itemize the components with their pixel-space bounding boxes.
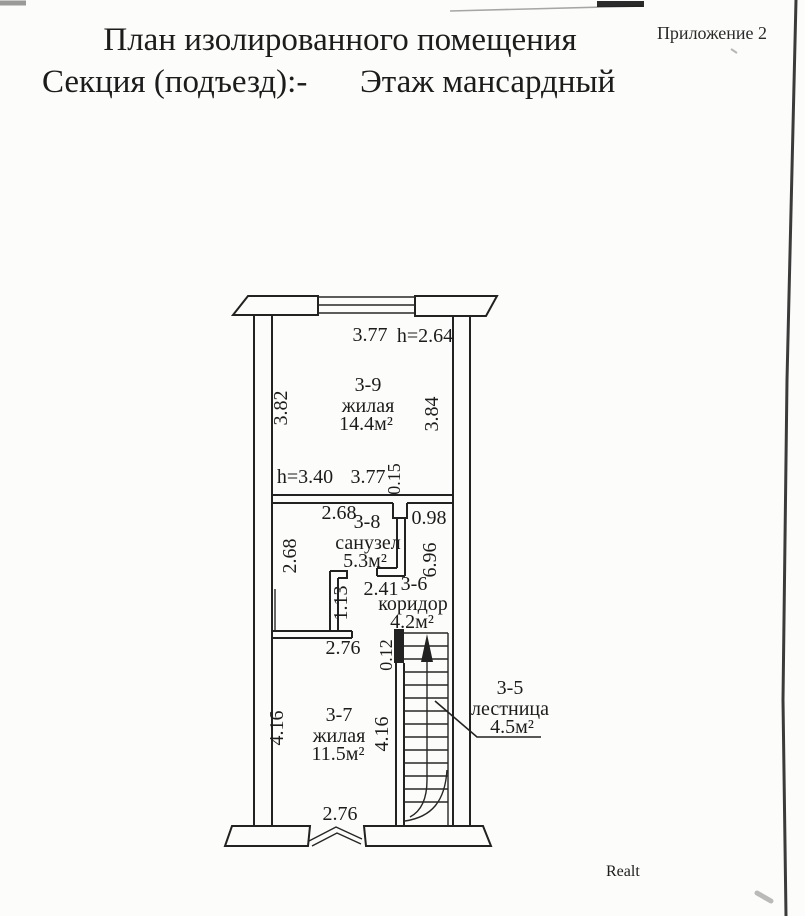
- dim-r39-right: 3.84: [421, 396, 443, 432]
- room-3-5-labels: [471, 677, 549, 738]
- room-3-5-name: лестница: [471, 698, 549, 720]
- room-3-7-id: 3-7: [325, 704, 353, 726]
- dormer-window: [309, 827, 362, 846]
- room-3-7-area: 11.5м²: [311, 743, 365, 765]
- bottom-right-speck: [757, 893, 771, 901]
- dim-r39-bottom-height: h=3.40: [276, 466, 334, 488]
- top-left-wall-cap: [233, 296, 318, 315]
- room-3-5-id: 3-5: [496, 677, 524, 699]
- section-label: Секция (подъезд):-: [42, 64, 308, 100]
- realt-watermark: Realt: [606, 863, 640, 880]
- dim-r37-left: 4.16: [266, 710, 288, 746]
- right-exterior-wall: [453, 316, 470, 826]
- room-3-8-id: 3-8: [353, 511, 381, 533]
- room-3-7-name: жилая: [312, 725, 366, 747]
- room-3-8-name: санузел: [335, 532, 401, 554]
- top-right-wall-cap: [415, 296, 497, 316]
- dim-r37-right: 4.16: [371, 716, 393, 752]
- dim-r38-left: 2.68: [279, 538, 301, 574]
- dim-r39-bottom-width: 3.77: [350, 466, 386, 488]
- stair-left-wall: [396, 663, 404, 826]
- dim-r39-ceiling-height: h=2.64: [396, 325, 454, 347]
- bottom-left-wall-cap: [225, 826, 310, 846]
- dim-r39-top-width: 3.77: [352, 324, 388, 346]
- annex-label: Приложение 2: [656, 23, 768, 43]
- room-3-9-area: 14.4м²: [339, 413, 393, 435]
- dim-r39-left: 3.82: [270, 390, 292, 426]
- dim-dormer-width: 2.76: [322, 803, 358, 825]
- dim-r38-top-width: 2.68: [321, 502, 357, 524]
- page-title: План изолированного помещения: [103, 22, 577, 58]
- room-3-6-id: 3-6: [400, 573, 428, 595]
- annex-underline-tick: [731, 49, 737, 53]
- dim-lobby-width: 2.76: [325, 637, 361, 659]
- room-3-9-name: жилая: [341, 395, 395, 417]
- dim-wall-offset: 0.15: [384, 463, 404, 495]
- room-3-7-labels: [266, 704, 393, 825]
- dim-corridor-width: 2.41: [363, 578, 399, 600]
- top-window: [318, 297, 415, 313]
- page-edge-line: [783, 0, 796, 916]
- room-3-8-area: 5.3м²: [343, 550, 387, 572]
- dim-partition-length: 1.13: [330, 585, 352, 621]
- room-3-6-name: коридор: [378, 593, 448, 615]
- floor-label: Этаж мансардный: [360, 64, 616, 100]
- stair-up-arrow-icon: [421, 634, 433, 662]
- room-3-9-id: 3-9: [354, 374, 382, 396]
- dim-corridor-length: 6.96: [419, 542, 441, 578]
- bottom-right-wall-cap: [364, 826, 491, 846]
- dim-corridor-top-width: 0.98: [411, 507, 447, 529]
- room-3-6-area: 4.2м²: [390, 611, 434, 633]
- room-3-5-area: 4.5м²: [490, 716, 534, 738]
- room-3-9-labels: [270, 324, 453, 495]
- dim-stair-wall: 0.12: [376, 639, 396, 671]
